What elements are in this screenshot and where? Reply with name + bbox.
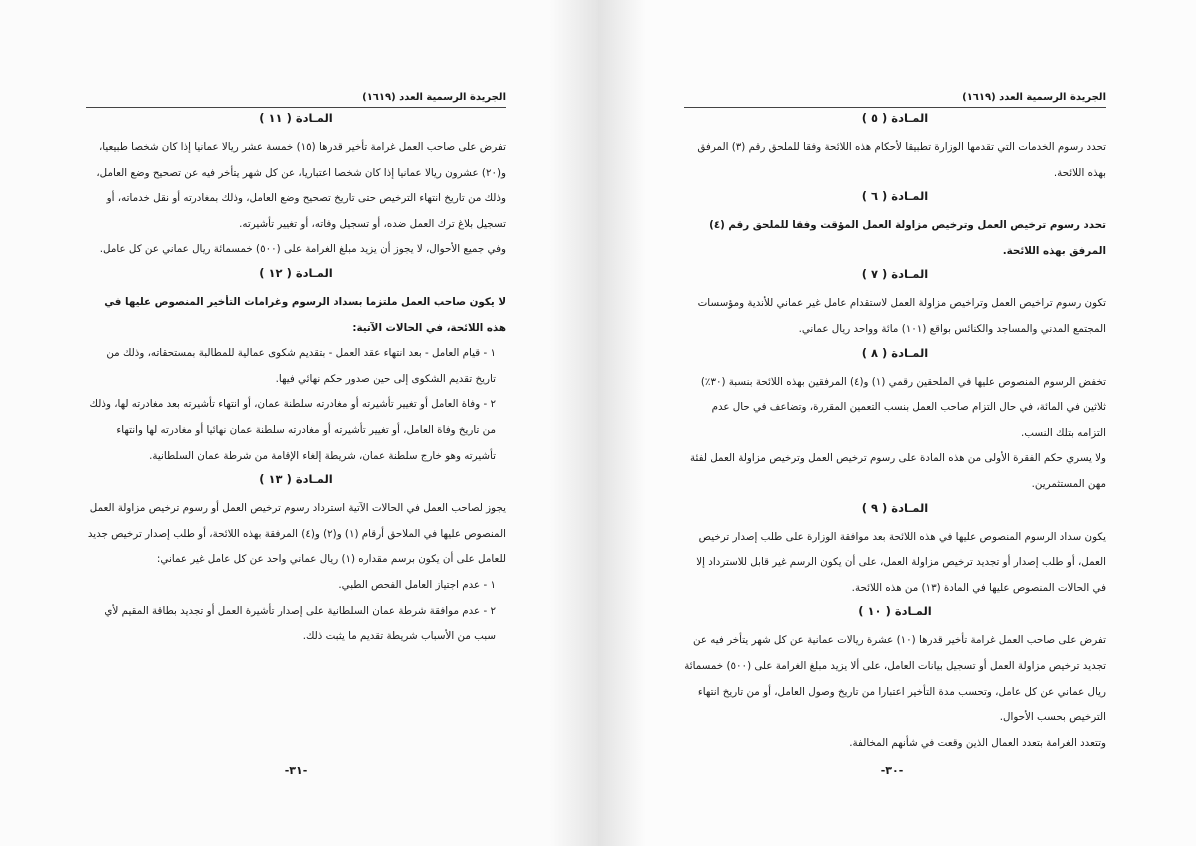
article-5-paragraph-1: تحدد رسوم الخدمات التي تقدمها الوزارة تطبيقا لأحكام هذه اللائحة وفقا للملحق رقم (٣) المرفق بهذه اللائحة. (697, 141, 1106, 179)
article-13-intro: يجوز لصاحب العمل في الحالات الآتية استرداد رسوم ترخيص العمل أو رسوم ترخيص مزاولة العمل المنصوص عليها في الملاحق أرقام (١) و(٢) و(٤) المرفقة بهذه اللائحة، أو طلب إصدار ترخيص جديد للعامل على أن يكون برسم مقداره (١) ريال عماني واحد عن كل عامل غير عماني: (87, 502, 506, 566)
article-13-item-2: ٢ - عدم موافقة شرطة عمان السلطانية على إصدار تأشيرة العمل أو تجديد بطاقة المقيم لأي سبب من الأسباب شريطة تقديم ما يثبت ذلك. (104, 604, 496, 643)
article-9-title: المـادة ( ٩ ) (861, 500, 929, 515)
page-number: -٣٠- (880, 764, 904, 777)
article-7-paragraph-1: تكون رسوم تراخيص العمل وتراخيص مزاولة العمل لاستقدام عامل غير عماني للأندية ومؤسسات المجتمع المدني والمساجد والكنائس بواقع (١٠١) مائة وواحد ريال عماني. (697, 297, 1106, 335)
page-header (86, 92, 506, 108)
article-12-item-1: ١ - قيام العامل - بعد انتهاء عقد العمل - بتقديم شكوى عمالية للمطالبة بمستحقاته، وذلك من تاريخ تقديم الشكوى إلى حين صدور حكم نهائي فيها. (106, 347, 496, 385)
article-11-paragraph-2: وفي جميع الأحوال، لا يجوز أن يزيد مبلغ الغرامة على (٥٠٠) خمسمائة ريال عماني عن كل عامل. (99, 243, 506, 256)
gazette-header-title: الجريدة الرسمية العدد (١٦١٩) (962, 92, 1106, 103)
article-12-intro: لا يكون صاحب العمل ملتزما بسداد الرسوم وغرامات التأخير المنصوص عليها في هذه اللائحة، في الحالات الآتية: (104, 295, 506, 334)
gazette-header-title: الجريدة الرسمية العدد (١٦١٩) (362, 92, 506, 103)
article-10-paragraph-2: وتتعدد الغرامة بتعدد العمال الذين وقعت في شأنهم المخالفة. (849, 736, 1106, 749)
article-10-paragraph-1: تفرض على صاحب العمل غرامة تأخير قدرها (١٠) عشرة ريالات عمانية عن كل شهر يتأخر فيه عن تجديد ترخيص مزاولة العمل أو تسجيل بيانات العامل، على ألا يزيد مبلغ الغرامة على (٥٠٠) خمسمائة ريال عماني عن كل عامل، وتحسب مدة التأخير اعتبارا من تاريخ وصول العامل، أو من تاريخ انتهاء الترخيص بحسب الأحوال. (684, 634, 1106, 724)
article-11-title: المـادة ( ١١ ) (259, 111, 333, 125)
page-header (684, 92, 1106, 108)
article-12-title: المـادة ( ١٢ ) (259, 265, 333, 280)
article-6-title: المـادة ( ٦ ) (861, 189, 929, 204)
article-8-paragraph-1: تخفض الرسوم المنصوص عليها في الملحقين رقمي (١) و(٤) المرفقين بهذه اللائحة بنسبة (٣٠٪) ثلاثين في المائة، في حال التزام صاحب العمل بنسب التعمين المقررة، وتضاعف في حال عدم التزامه بتلك النسب. (700, 375, 1106, 439)
article-11-paragraph-1: تفرض على صاحب العمل غرامة تأخير قدرها (١٥) خمسة عشر ريالا عمانيا إذا كان شخصا طبيعيا، و(٢٠) عشرون ريالا عمانيا إذا كان شخصا اعتباريا، عن كل شهر يتأخر فيه عن تصحيح وضع العامل، وذلك من تاريخ انتهاء الترخيص حتى تاريخ تصحيح وضع العامل، وذلك بمغادرته أو نقل خدماته، أو تسجيل بلاغ ترك العمل ضده، أو تسجيل وفاته، أو تغيير تأشيرته. (96, 141, 506, 230)
article-13-title: المـادة ( ١٣ ) (259, 472, 333, 487)
article-6-paragraph-1: تحدد رسوم ترخيص العمل وترخيص مزاولة العمل المؤقت وفقا للملحق رقم (٤) المرفق بهذه اللائحة. (709, 219, 1106, 257)
page-number: -٣١- (284, 764, 308, 777)
page-31-content (86, 92, 506, 650)
page-30-content (684, 92, 1106, 756)
article-10-title: المـادة ( ١٠ ) (858, 604, 932, 619)
article-12-item-2: ٢ - وفاة العامل أو تغيير تأشيرته أو مغادرته سلطنة عمان، أو انتهاء تأشيرته بعد مغادرته لها، وذلك من تاريخ وفاة العامل، أو تغيير تأشيرته أو مغادرته سلطنة عمان نهائيا أو مغادرته لها وانتهاء تأشيرته وهو خارج سلطنة عمان، شريطة إلغاء الإقامة من شرطة عمان السلطانية. (89, 398, 496, 462)
article-7-title: المـادة ( ٧ ) (861, 267, 929, 282)
article-5-title: المـادة ( ٥ ) (861, 111, 929, 125)
article-9-paragraph-1: يكون سداد الرسوم المنصوص عليها في هذه اللائحة بعد موافقة الوزارة على طلب إصدار ترخيص العمل، أو طلب إصدار أو تجديد ترخيص مزاولة العمل، على أن يكون الرسم غير قابل للاسترداد إلا في الحالات المنصوص عليها في المادة (١٣) من هذه اللائحة. (696, 530, 1106, 594)
article-13-item-1: ١ - عدم اجتياز العامل الفحص الطبي. (338, 578, 496, 591)
article-8-paragraph-2: ولا يسري حكم الفقرة الأولى من هذه المادة على رسوم ترخيص العمل وترخيص مزاولة العمل لفئة مهن المستثمرين. (690, 452, 1106, 490)
article-8-title: المـادة ( ٨ ) (861, 345, 929, 360)
